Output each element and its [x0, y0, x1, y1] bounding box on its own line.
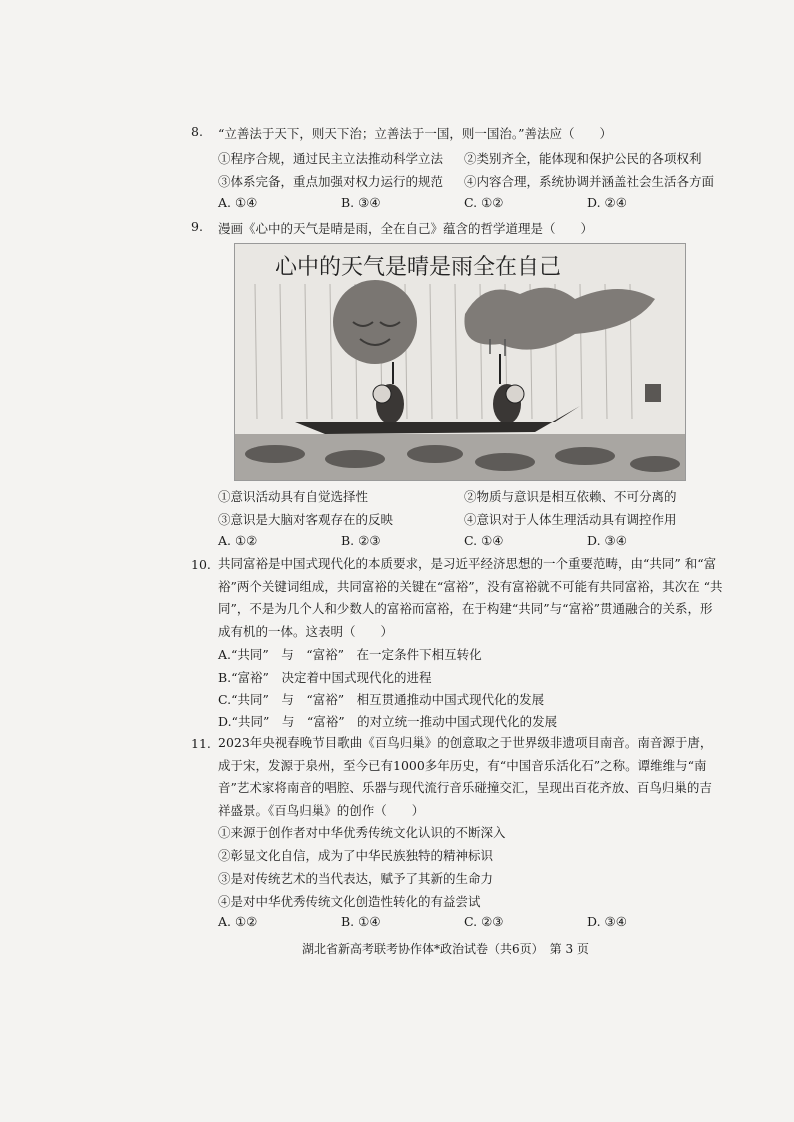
q8-option-1: ①程序合规，通过民主立法推动科学立法 — [218, 151, 444, 166]
q10-option-c: C.“共同” 与 “富裕” 相互贯通推动中国式现代化的发展 — [218, 692, 545, 707]
q9-option-2: ②物质与意识是相互依赖、不可分离的 — [464, 489, 677, 504]
q8-option-2: ②类别齐全，能体现和保护公民的各项权利 — [464, 151, 702, 166]
q11-option-3: ③是对传统艺术的当代表达，赋予了其新的生命力 — [218, 871, 494, 886]
q9-option-4: ④意识对于人体生理活动具有调控作用 — [464, 512, 677, 527]
q9-choice-c: C. ①④ — [464, 533, 504, 548]
q8-choice-a: A. ①④ — [218, 195, 258, 210]
q10-option-a: A.“共同” 与 “富裕” 在一定条件下相互转化 — [218, 647, 482, 662]
q9-choice-b: B. ②③ — [341, 533, 381, 548]
q9-stem: 漫画《心中的天气是晴是雨，全在自己》蕴含的哲学道理是（ ） — [218, 221, 594, 236]
cartoon-title: 心中的天气是晴是雨全在自己 — [275, 255, 562, 280]
q9-option-3: ③意识是大脑对客观存在的反映 — [218, 512, 394, 527]
q11-option-1: ①来源于创作者对中华优秀传统文化认识的不断深入 — [218, 825, 506, 840]
q8-option-4: ④内容合理，系统协调并涵盖社会生活各方面 — [464, 174, 715, 189]
q9-choice-a: A. ①② — [218, 533, 258, 548]
q9-number: 9. — [191, 219, 203, 234]
q11-option-2: ②彰显文化自信，成为了中华民族独特的精神标识 — [218, 848, 494, 863]
q10-option-b: B.“富裕” 决定着中国式现代化的进程 — [218, 670, 432, 685]
q8-number: 8. — [191, 124, 203, 139]
q8-choice-c: C. ①② — [464, 195, 504, 210]
q8-choice-b: B. ③④ — [341, 195, 381, 210]
q11-choice-a: A. ①② — [218, 914, 258, 929]
q9-choice-d: D. ③④ — [587, 533, 627, 548]
q8-option-3: ③体系完备，重点加强对权力运行的规范 — [218, 174, 444, 189]
q11-number: 11. — [191, 736, 211, 751]
q11-choice-b: B. ①④ — [341, 914, 381, 929]
q11-option-4: ④是对中华优秀传统文化创造性转化的有益尝试 — [218, 894, 481, 909]
q10-number: 10. — [191, 557, 211, 572]
q8-stem: “立善法于天下，则天下治；立善法于一国，则一国治。”善法应（ ） — [218, 126, 613, 141]
q8-choice-d: D. ②④ — [587, 195, 627, 210]
q11-choice-d: D. ③④ — [587, 914, 627, 929]
cartoon-image — [234, 243, 686, 481]
q11-stem: 2023年央视春晚节目歌曲《百鸟归巢》的创意取之于世界级非遗项目南音。南音源于唐，成于宋，发源于泉州，至今已有1000多年历史，有“中国音乐活化石”之称。谭维维与“南音”艺术家将南音的唱腔、乐器与现代流行音乐碰撞交汇，呈现出百花齐放、百鸟归巢的吉祥盛景。《百鸟归巢》的创作（ ） — [218, 735, 713, 818]
q9-option-1: ①意识活动具有自觉选择性 — [218, 489, 369, 504]
q11-choice-c: C. ②③ — [464, 914, 504, 929]
q10-stem: 共同富裕是中国式现代化的本质要求，是习近平经济思想的一个重要范畴，由“共同” 和“富裕”两个关键词组成，共同富裕的关键在“富裕”，没有富裕就不可能有共同富裕，其次在 “共同”，不是为几个人和少数人的富裕而富裕，在于构建“共同”与“富裕”贯通融合的关系，形成有机的一体。这表明（ ） — [218, 556, 723, 639]
cartoon-drawing — [235, 244, 685, 480]
q10-option-d: D.“共同” 与 “富裕” 的对立统一推动中国式现代化的发展 — [218, 714, 558, 729]
page-footer: 湖北省新高考联考协作体*政治试卷（共6页） 第 3 页 — [302, 942, 589, 956]
